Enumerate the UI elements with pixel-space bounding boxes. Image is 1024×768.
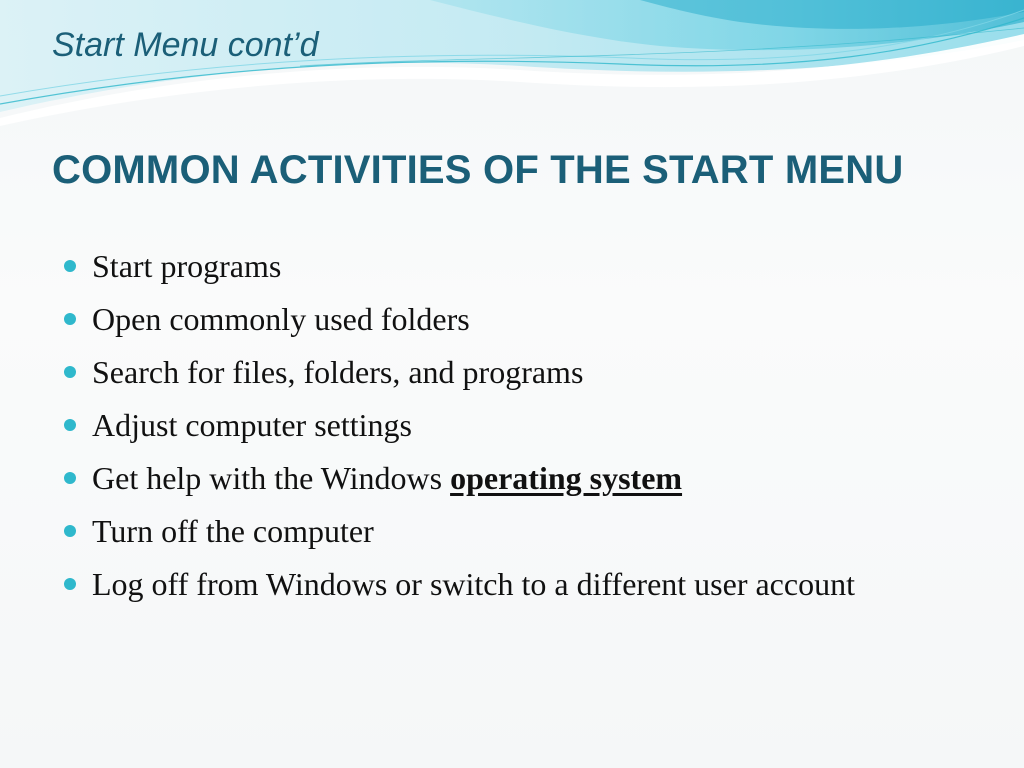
bullet-item-search (62, 350, 962, 394)
bullet-text: Turn off the computer (92, 513, 374, 549)
bullet-text: Open commonly used folders (92, 301, 470, 337)
bullet-text: Get help with the Windows (92, 460, 451, 496)
slide-title: COMMON ACTIVITIES OF THE START MENU (52, 148, 904, 192)
bullet-item-adjust-settings (62, 403, 962, 447)
bullet-dot-icon (64, 419, 76, 431)
header-wave-decoration (0, 0, 1024, 130)
bullet-item-open-folders (62, 297, 962, 341)
slide-subtitle: Start Menu cont’d (52, 26, 319, 64)
bullet-item-log-off (62, 562, 962, 606)
bullet-item-turn-off (62, 509, 962, 553)
bullet-dot-icon (64, 472, 76, 484)
activities-bullet-list (62, 244, 962, 615)
bullet-dot-icon (64, 313, 76, 325)
bullet-text: Search for files, folders, and programs (92, 354, 584, 390)
bullet-dot-icon (64, 260, 76, 272)
bullet-dot-icon (64, 525, 76, 537)
bullet-item-start-programs (62, 244, 962, 288)
bullet-item-get-help (62, 456, 962, 500)
bullet-text: Adjust computer settings (92, 407, 412, 443)
bullet-dot-icon (64, 366, 76, 378)
operating-system-link[interactable]: operating system (450, 460, 683, 496)
bullet-dot-icon (64, 578, 76, 590)
bullet-text: Start programs (92, 248, 282, 284)
bullet-text: Log off from Windows or switch to a different user account (92, 566, 855, 602)
